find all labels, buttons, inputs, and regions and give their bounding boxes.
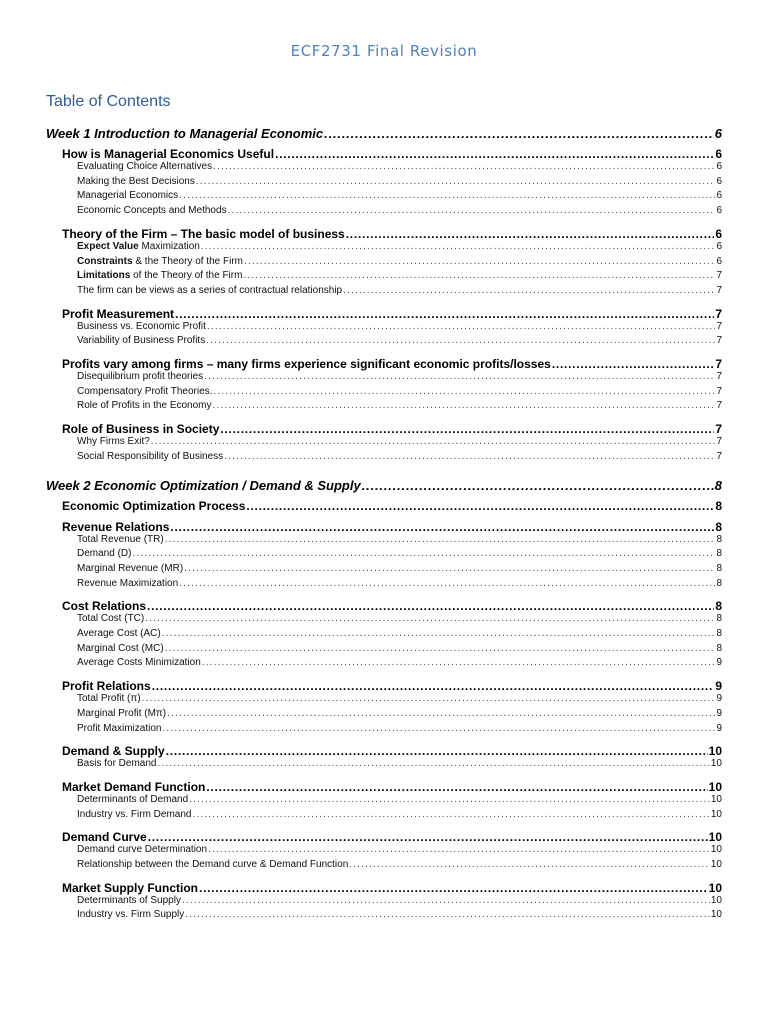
toc-entry-title: Profit Measurement	[62, 306, 175, 321]
toc-dot-leader	[157, 758, 709, 769]
toc-dot-leader	[151, 436, 716, 447]
toc-dot-leader	[362, 478, 714, 493]
toc-entry-title: Theory of the Firm – The basic model of business	[62, 226, 345, 241]
toc-subsection-entry[interactable]	[77, 723, 722, 734]
toc-heading: Table of Contents	[46, 93, 171, 110]
toc-page-number: 10	[708, 779, 722, 794]
toc-section-entry[interactable]	[62, 780, 722, 794]
toc-entry-title: Marginal Revenue (MR)	[77, 562, 184, 574]
toc-page-number: 8	[715, 599, 722, 614]
toc-subsection-entry[interactable]	[77, 578, 722, 589]
toc-page-number: 6	[716, 175, 722, 187]
toc-page-number: 8	[716, 642, 722, 654]
toc-dot-leader	[196, 176, 716, 187]
toc-entry-title: Business vs. Economic Profit	[77, 320, 206, 332]
toc-entry-title-rest: Maximization	[138, 240, 200, 252]
toc-entry-title-emphasis: Limitations	[77, 270, 131, 282]
toc-entry-title-rest: of the Theory of the Firm	[130, 270, 243, 282]
toc-dot-leader	[552, 357, 714, 371]
toc-page-number: 10	[710, 894, 722, 906]
toc-dot-leader	[246, 499, 714, 513]
toc-dot-leader	[349, 859, 710, 870]
toc-dot-leader	[148, 830, 708, 844]
toc-dot-leader	[167, 708, 715, 719]
toc-page-number: 10	[708, 830, 722, 845]
toc-page-number: 6	[714, 126, 722, 141]
toc-entry-title: Demand Curve	[62, 830, 147, 845]
toc-entry-title: Determinants of Demand	[77, 793, 189, 805]
toc-section-entry[interactable]	[62, 830, 722, 844]
toc-page-number: 8	[716, 577, 722, 589]
toc-entry-title: Managerial Economics	[77, 190, 179, 202]
toc-subsection-entry[interactable]	[77, 241, 722, 252]
toc-page-number: 9	[716, 693, 722, 705]
toc-page-number: 6	[716, 205, 722, 217]
toc-entry-title: Profit Relations	[62, 679, 151, 694]
toc-page-number: 10	[708, 744, 722, 759]
toc-subsection-entry[interactable]	[77, 859, 722, 870]
toc-subsection-entry[interactable]	[77, 909, 722, 920]
toc-subsection-entry[interactable]	[77, 708, 722, 719]
toc-subsection-entry[interactable]	[77, 371, 722, 382]
toc-entry-title: Total Revenue (TR)	[77, 533, 164, 545]
toc-entry-title: Compensatory Profit Theories.	[77, 385, 213, 397]
toc-subsection-entry[interactable]	[77, 895, 722, 906]
toc-entry-title: Profits vary among firms – many firms experience significant economic profits/losses	[62, 357, 551, 371]
toc-dot-leader	[206, 780, 707, 794]
toc-page-number: 6	[715, 226, 722, 241]
toc-page-number: 7	[716, 371, 722, 382]
toc-page-number: 10	[710, 793, 722, 805]
toc-entry-title-emphasis: Constraints	[77, 255, 133, 267]
toc-page-number: 7	[716, 270, 722, 282]
toc-entry-title: Making the Best Decisions	[77, 175, 195, 187]
toc-dot-leader	[346, 227, 715, 241]
toc-dot-leader	[165, 534, 716, 545]
toc-subsection-entry[interactable]	[77, 613, 722, 624]
toc-subsection-entry[interactable]	[77, 256, 722, 267]
toc-entry-title: Industry vs. Firm Demand	[77, 808, 192, 820]
toc-subsection-entry[interactable]	[77, 794, 722, 805]
toc-dot-leader	[179, 578, 715, 589]
document-title: ECF2731 Final Revision	[290, 42, 478, 60]
toc-subsection-entry[interactable]	[77, 548, 722, 559]
toc-dot-leader	[132, 548, 715, 559]
toc-entry-title: Demand & Supply	[62, 744, 165, 759]
toc-entry-title: Social Responsibility of Business	[77, 450, 224, 462]
toc-entry-title: Revenue Maximization	[77, 577, 179, 589]
toc-subsection-entry[interactable]	[77, 270, 722, 281]
toc-section-entry[interactable]	[62, 422, 722, 436]
toc-entry-title: Average Cost (AC)	[77, 628, 161, 639]
toc-entry-title: Revenue Relations	[62, 519, 170, 534]
toc-page-number: 7	[716, 450, 722, 462]
toc-page-number: 10	[710, 859, 722, 870]
toc-dot-leader	[162, 628, 716, 639]
toc-section-entry[interactable]	[62, 499, 722, 513]
toc-section-entry[interactable]	[62, 744, 722, 758]
toc-entry-title: Disequilibrium profit theories	[77, 371, 204, 382]
toc-dot-leader	[147, 599, 714, 613]
toc-subsection-entry[interactable]	[77, 657, 722, 668]
toc-page-number: 10	[710, 909, 722, 921]
toc-entry-title: Industry vs. Firm Supply	[77, 909, 185, 921]
toc-subsection-entry[interactable]	[77, 176, 722, 187]
toc-page-number: 8	[716, 613, 722, 625]
toc-dot-leader	[184, 563, 715, 574]
toc-page-number: 10	[710, 808, 722, 820]
toc-page-number: 10	[708, 880, 722, 895]
toc-page-number: 9	[716, 722, 722, 734]
toc-dot-leader	[201, 241, 716, 252]
toc-entry-title: Basis for Demand	[77, 758, 157, 770]
toc-page-number: 7	[715, 422, 722, 437]
toc-subsection-entry[interactable]	[77, 400, 722, 411]
toc-subsection-entry[interactable]	[77, 809, 722, 820]
toc-subsection-entry[interactable]	[77, 628, 722, 639]
toc-page-number: 6	[716, 255, 722, 267]
toc-entry-title: Market Supply Function	[62, 880, 199, 895]
toc-dot-leader	[152, 679, 715, 693]
toc-dot-leader	[220, 422, 714, 436]
toc-dot-leader	[170, 520, 714, 534]
toc-entry-title: Role of Business in Society	[62, 422, 220, 437]
toc-page-number: 8	[715, 519, 722, 534]
toc-page-number: 7	[716, 400, 722, 412]
toc-subsection-entry[interactable]	[77, 285, 722, 296]
toc-page-number: 8	[716, 628, 722, 639]
toc-entry-title	[77, 270, 242, 281]
toc-section-entry[interactable]	[62, 679, 722, 693]
toc-entry-title: Profit Maximization	[77, 722, 162, 734]
toc-subsection-entry[interactable]	[77, 190, 722, 201]
toc-dot-leader	[179, 190, 715, 201]
toc-dot-leader	[199, 881, 708, 895]
toc-page-number: 7	[716, 320, 722, 332]
toc-entry-title: Week 2 Economic Optimization / Demand & Supply	[46, 477, 361, 493]
toc-entry-title: The firm can be views as a series of contractual relationship	[77, 284, 343, 296]
toc-dot-leader	[213, 400, 716, 411]
toc-dot-leader	[208, 844, 710, 855]
toc-dot-leader	[202, 657, 716, 668]
toc-page-number: 7	[716, 436, 722, 448]
toc-dot-leader	[243, 270, 715, 281]
toc-dot-leader	[244, 256, 715, 267]
toc-entry-title: Total Profit (π)	[77, 693, 141, 705]
toc-entry-title: Demand (D)	[77, 548, 132, 560]
toc-page-number: 6	[716, 190, 722, 202]
toc-page-number: 6	[715, 147, 722, 161]
toc-page-number: 8	[716, 533, 722, 545]
toc-section-entry[interactable]	[62, 227, 722, 241]
toc-subsection-entry[interactable]	[77, 161, 722, 172]
toc-entry-title: Why Firms Exit?	[77, 436, 150, 448]
toc-page-number: 8	[716, 548, 722, 560]
toc-subsection-entry[interactable]	[77, 643, 722, 654]
toc-subsection-entry[interactable]	[77, 321, 722, 332]
toc-dot-leader	[189, 794, 710, 805]
toc-page-number: 6	[716, 240, 722, 252]
toc-page-number: 7	[716, 284, 722, 296]
toc-dot-leader	[343, 285, 715, 296]
toc-entry-title: Relationship between the Demand curve & Demand Function	[77, 859, 349, 870]
toc-page-number: 9	[716, 707, 722, 719]
toc-subsection-entry[interactable]	[77, 205, 722, 216]
toc-dot-leader	[324, 126, 714, 141]
toc-subsection-entry[interactable]	[77, 758, 722, 769]
toc-dot-leader	[213, 386, 715, 397]
toc-dot-leader	[175, 307, 714, 321]
toc-dot-leader	[182, 895, 710, 906]
toc-dot-leader	[145, 613, 715, 624]
toc-page-number: 7	[716, 335, 722, 347]
toc-dot-leader	[165, 643, 716, 654]
toc-entry-title: Determinants of Supply	[77, 894, 181, 906]
toc-page-number: 9	[716, 657, 722, 669]
toc-page-number: 8	[715, 498, 722, 513]
toc-entry-title: Total Cost (TC)	[77, 613, 145, 625]
toc-entry-title: Role of Profits in the Economy	[77, 400, 212, 412]
toc-entry-title: Demand curve Determination	[77, 844, 208, 856]
toc-entry-title: Week 1 Introduction to Managerial Economic	[46, 126, 324, 141]
toc-subsection-entry[interactable]	[77, 563, 722, 574]
toc-page-number: 10	[710, 758, 722, 770]
toc-dot-leader	[207, 321, 716, 332]
toc-page-number: 8	[714, 477, 722, 493]
toc-dot-leader	[213, 161, 715, 172]
toc-entry-title: Cost Relations	[62, 599, 147, 614]
toc-entry-title: Evaluating Choice Alternatives	[77, 161, 213, 172]
toc-page-number: 8	[716, 562, 722, 574]
toc-subsection-entry[interactable]	[77, 693, 722, 704]
toc-entry-title: Economic Concepts and Methods	[77, 205, 227, 217]
toc-dot-leader	[204, 371, 715, 382]
toc-entry-title	[77, 256, 243, 267]
toc-dot-leader	[206, 335, 715, 346]
toc-section-entry[interactable]	[62, 357, 722, 371]
toc-page-number: 9	[715, 679, 722, 694]
toc-section-entry[interactable]	[62, 881, 722, 895]
toc-entry-title: Variability of Business Profits	[77, 335, 206, 347]
toc-dot-leader	[166, 744, 708, 758]
toc-entry-title: Market Demand Function	[62, 779, 206, 794]
toc-dot-leader	[275, 147, 714, 161]
toc-section-entry[interactable]	[62, 599, 722, 613]
toc-page-number: 6	[716, 161, 722, 172]
toc-dot-leader	[192, 809, 709, 820]
toc-entry-title: Economic Optimization Process	[62, 498, 246, 513]
toc-chapter-entry[interactable]	[46, 126, 722, 141]
toc-entry-title-rest: & the Theory of the Firm	[132, 255, 243, 267]
toc-chapter-entry[interactable]	[46, 478, 722, 493]
toc-subsection-entry[interactable]	[77, 386, 722, 397]
toc-page-number: 7	[716, 385, 722, 397]
toc-subsection-entry[interactable]	[77, 844, 722, 855]
toc-subsection-entry[interactable]	[77, 534, 722, 545]
toc-dot-leader	[185, 909, 710, 920]
toc-subsection-entry[interactable]	[77, 451, 722, 462]
toc-entry-title: Average Costs Minimization	[77, 657, 201, 669]
toc-entry-title-emphasis: Expect Value	[77, 240, 139, 252]
toc-entry-title: Marginal Profit (Mπ)	[77, 707, 167, 719]
toc-page-number: 10	[710, 844, 722, 856]
toc-subsection-entry[interactable]	[77, 335, 722, 346]
toc-section-entry[interactable]	[62, 520, 722, 534]
toc-entry-title	[77, 241, 200, 252]
toc-entry-title: Marginal Cost (MC)	[77, 642, 164, 654]
toc-section-entry[interactable]	[62, 307, 722, 321]
toc-section-entry[interactable]	[62, 147, 722, 161]
toc-subsection-entry[interactable]	[77, 436, 722, 447]
toc-dot-leader	[224, 451, 715, 462]
toc-page-number: 7	[715, 306, 722, 321]
toc-entry-title: How is Managerial Economics Useful	[62, 147, 275, 161]
toc-dot-leader	[228, 205, 716, 216]
toc-page-number: 7	[715, 357, 722, 371]
toc-dot-leader	[162, 723, 715, 734]
toc-dot-leader	[142, 693, 716, 704]
